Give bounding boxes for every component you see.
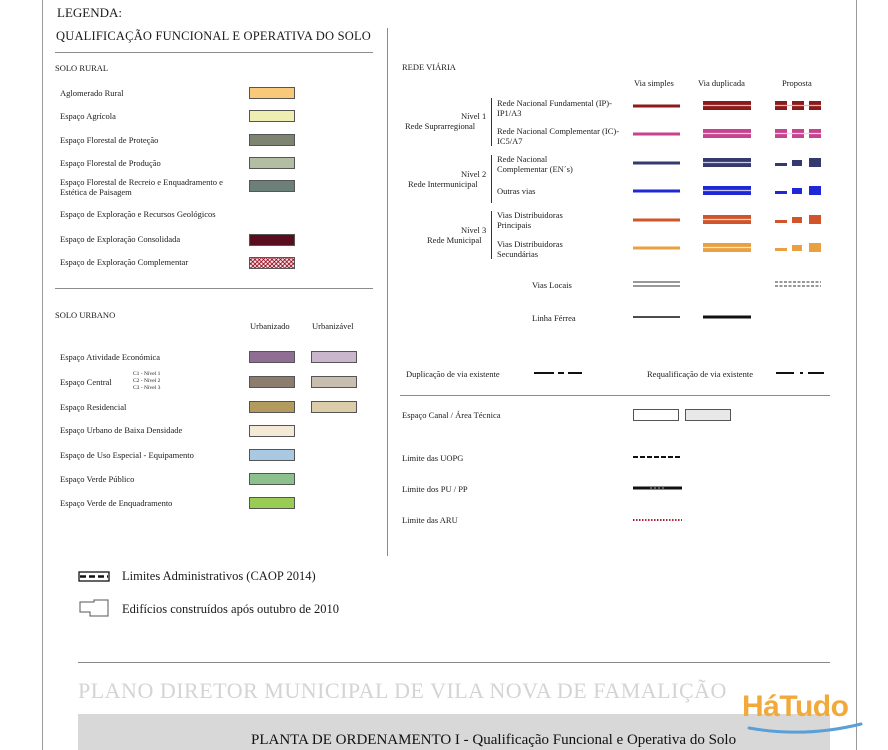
urbano-swatch-atividade-urbanizado <box>249 351 295 363</box>
urbano-swatch-central-urbanizado <box>249 376 295 388</box>
road-label-vdp: Vias Distribuidoras Principais <box>497 210 563 230</box>
urbano-label-verde-publico: Espaço Verde Público <box>60 474 135 484</box>
limite-aru-symbol <box>632 515 684 525</box>
legend-title: LEGENDA: <box>57 5 122 20</box>
requalificacao-label: Requalificação de via existente <box>647 369 753 379</box>
heading-underline <box>55 52 373 53</box>
footer-divider <box>78 662 830 663</box>
urbano-swatch-uso-especial <box>249 449 295 461</box>
urbano-swatch-verde-publico <box>249 473 295 485</box>
urbano-label-baixa-densidade: Espaço Urbano de Baixa Densidade <box>60 425 183 435</box>
central-level-2: C2 - Nível 2 <box>133 378 161 384</box>
urbano-swatch-residencial-urbanizavel <box>311 401 357 413</box>
column-separator <box>387 28 388 556</box>
espaco-canal-label: Espaço Canal / Área Técnica <box>402 410 501 420</box>
urbano-label-residencial: Espaço Residencial <box>60 402 127 412</box>
level-2-bracket <box>491 155 492 203</box>
frame-left-border <box>42 0 43 750</box>
legend-heading: QUALIFICAÇÃO FUNCIONAL E OPERATIVA DO SOLO <box>56 29 372 43</box>
urbano-swatch-residencial-urbanizado <box>249 401 295 413</box>
hatudo-logo: HáTudo <box>742 690 849 723</box>
road-label-ic: Rede Nacional Complementar (IC)-IC5/A7 <box>497 126 620 146</box>
road-label-outras: Outras vias <box>497 186 536 196</box>
urbano-swatch-baixa-densidade <box>249 425 295 437</box>
rural-label-exploracao-complementar: Espaço de Exploração Complementar <box>60 257 189 267</box>
central-level-3: C3 - Nível 3 <box>133 385 161 391</box>
urbano-swatch-verde-enquadramento <box>249 497 295 509</box>
level-3-bracket <box>491 211 492 259</box>
col-urbanizavel: Urbanizável <box>312 321 354 331</box>
urbano-label-uso-especial: Espaço de Uso Especial - Equipamento <box>60 450 194 460</box>
rural-swatch-florestal-recreio <box>249 180 295 192</box>
vias-locais-label: Vias Locais <box>532 280 572 290</box>
level-2-name: Nível 2 <box>461 169 487 179</box>
road-vdp-proposta <box>775 215 821 224</box>
level-3-sub: Rede Municipal <box>427 235 482 245</box>
limite-pu-label: Limite dos PU / PP <box>402 484 468 494</box>
limite-uopg-label: Limite das UOPG <box>402 453 464 463</box>
limite-uopg-symbol <box>632 452 684 462</box>
road-vds-proposta <box>775 243 821 252</box>
limite-pu-symbol <box>632 483 684 493</box>
urbano-swatch-central-urbanizavel <box>311 376 357 388</box>
level-3-name: Nível 3 <box>461 225 487 235</box>
road-ic-proposta <box>775 129 821 138</box>
limites-administrativos-label: Limites Administrativos (CAOP 2014) <box>122 569 316 583</box>
road-outras-proposta <box>775 186 821 195</box>
road-label-vds: Vias Distribuidoras Secundárias <box>497 239 563 259</box>
level-1-name: Nível 1 <box>461 111 487 121</box>
road-legend-divider <box>400 395 830 396</box>
frame-right-border <box>856 0 857 750</box>
duplicacao-label: Duplicação de via existente <box>406 369 500 379</box>
rural-label-exploracao-recursos: Espaço de Exploração e Recursos Geológicos <box>60 209 216 219</box>
solo-rural-title: SOLO RURAL <box>55 63 109 73</box>
road-symbols <box>625 92 830 332</box>
rural-label-agricola: Espaço Agrícola <box>60 111 116 121</box>
level-1-sub: Rede Suprarregional <box>405 121 476 131</box>
linha-ferrea-label: Linha Férrea <box>532 313 576 323</box>
espaco-canal-swatch-2 <box>685 409 731 421</box>
rural-swatch-exploracao-complementar <box>249 257 295 269</box>
urbano-swatch-atividade-urbanizavel <box>311 351 357 363</box>
hatudo-logo-swoosh <box>745 722 865 738</box>
solo-urbano-title: SOLO URBANO <box>55 310 116 320</box>
limites-administrativos-icon <box>78 570 112 584</box>
rural-label-florestal-producao: Espaço Florestal de Produção <box>60 158 161 168</box>
requalificacao-symbol <box>774 368 826 378</box>
level-1-bracket <box>491 98 492 146</box>
urbano-label-atividade-economica: Espaço Atividade Económica <box>60 352 161 362</box>
urbano-label-central: Espaço Central <box>60 377 112 387</box>
rural-swatch-florestal-producao <box>249 157 295 169</box>
road-label-ip: Rede Nacional Fundamental (IP)-IP1/A3 <box>497 98 612 118</box>
col-proposta: Proposta <box>782 78 812 88</box>
urbano-label-verde-enquadramento: Espaço Verde de Enquadramento <box>60 498 173 508</box>
rural-label-florestal-protecao: Espaço Florestal de Proteção <box>60 135 159 145</box>
planta-title: PLANTA DE ORDENAMENTO I - Qualificação Funcional e Operativa do Solo <box>251 732 737 748</box>
road-en-proposta <box>775 158 821 167</box>
duplicacao-symbol <box>532 368 584 378</box>
espaco-canal-swatch-1 <box>633 409 679 421</box>
col-via-duplicada: Via duplicada <box>698 78 745 88</box>
plano-diretor-title: PLANO DIRETOR MUNICIPAL DE VILA NOVA DE FAMALIÇÃO <box>78 678 727 703</box>
road-ip-proposta <box>775 101 821 110</box>
col-urbanizado: Urbanizado <box>250 321 290 331</box>
level-2-sub: Rede Intermunicipal <box>408 179 478 189</box>
rural-urbano-divider <box>55 288 373 289</box>
col-via-simples: Via simples <box>634 78 674 88</box>
rural-swatch-agricola <box>249 110 295 122</box>
edificios-icon <box>78 598 112 620</box>
rural-swatch-aglomerado <box>249 87 295 99</box>
road-label-en: Rede Nacional Complementar (EN´s) <box>497 154 573 174</box>
rede-viaria-title: REDE VIÁRIA <box>402 62 456 72</box>
central-level-1: C1 - Nível 1 <box>133 371 161 377</box>
rural-label-florestal-recreio: Espaço Florestal de Recreio e Enquadramento e Estética de Paisagem <box>60 177 223 197</box>
rural-label-aglomerado: Aglomerado Rural <box>60 88 124 98</box>
limite-aru-label: Limite das ARU <box>402 515 458 525</box>
rural-swatch-florestal-protecao <box>249 134 295 146</box>
rural-swatch-exploracao-consolidada <box>249 234 295 246</box>
edificios-label: Edifícios construídos após outubro de 2010 <box>122 602 339 616</box>
rural-label-exploracao-consolidada: Espaço de Exploração Consolidada <box>60 234 181 244</box>
